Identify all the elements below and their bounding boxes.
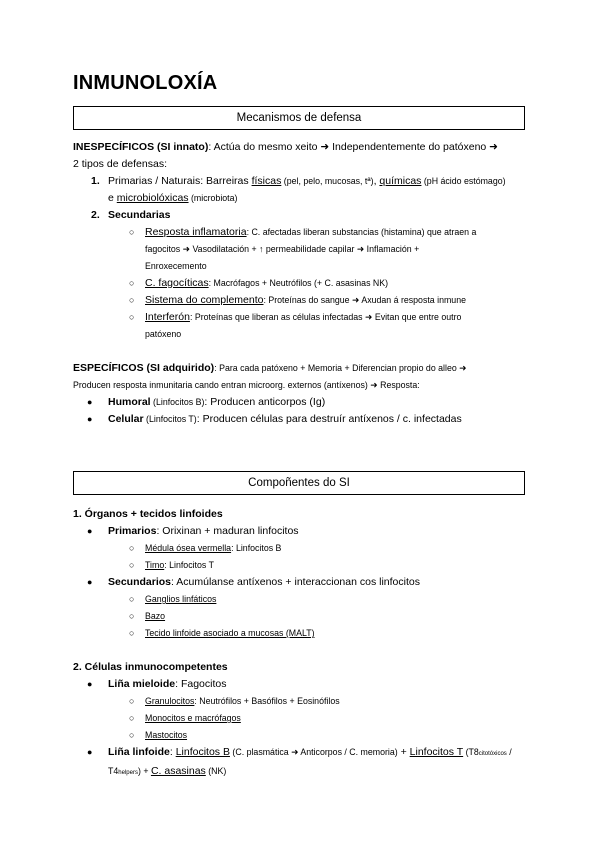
text-run: Médula ósea vermella xyxy=(145,543,232,553)
section-header-label: Mecanismos de defensa xyxy=(236,112,362,124)
text-run: Bazo xyxy=(145,611,166,621)
hollow-bullet-icon: ○ xyxy=(129,295,135,305)
text-run: C. fagocíticas xyxy=(145,277,209,289)
text-run: Liña mieloide xyxy=(108,678,176,690)
text-run: : Producen células para destruír antíxenos / c. infectadas xyxy=(196,413,462,425)
text-run: (C. plasmática ➜ Anticorpos / C. memoria) xyxy=(229,747,398,757)
list-item xyxy=(73,591,543,608)
paragraph-line xyxy=(73,659,543,676)
text-run: ) + xyxy=(137,766,151,776)
list-item xyxy=(73,540,543,557)
page-title: INMUNOLOXÍA xyxy=(73,72,218,94)
text-run: : Proteínas que liberan as células infectadas ➜ Evitan que entre outro xyxy=(189,312,462,322)
paragraph-line xyxy=(73,506,543,523)
text-run: Mastocitos xyxy=(145,730,188,740)
hollow-bullet-icon: ○ xyxy=(129,730,135,740)
text-run: (pel, pelo, mucosas, tª) xyxy=(281,176,374,186)
text-run: Monocitos e macrófagos xyxy=(145,713,241,723)
paragraph-line xyxy=(73,139,543,156)
text-run: helpers xyxy=(118,770,138,776)
text-run: : C. afectadas liberan substancias (histamina) que atraen a xyxy=(246,227,477,237)
list-item xyxy=(73,190,543,207)
spacer xyxy=(73,343,543,360)
text-run: : Acumúlanse antíxenos + interaccionan cos linfocitos xyxy=(171,576,420,588)
text-run: : Actúa do mesmo xeito ➜ Independentemente do patóxeno ➜ xyxy=(208,141,498,153)
hollow-bullet-icon: ○ xyxy=(129,696,135,706)
list-item xyxy=(73,173,543,190)
paragraph-line xyxy=(73,156,543,173)
text-run: : Proteínas do sangue ➜ Axudan á resposta inmune xyxy=(263,295,466,305)
text-run: Producen resposta inmunitaria cando entran microorg. externos (antíxenos) ➜ Resposta: xyxy=(73,380,420,390)
text-run: Interferón xyxy=(145,311,190,323)
text-run: T4 xyxy=(108,766,119,776)
text-run: Secundarios xyxy=(108,576,172,588)
text-run: : Neutrófilos + Basófilos + Eosinófilos xyxy=(194,696,340,706)
text-run: : Orixinan + maduran linfocitos xyxy=(156,525,299,537)
text-run: Primarias / Naturais xyxy=(108,175,201,187)
text-run: (NK) xyxy=(205,766,227,776)
text-run: + xyxy=(397,746,410,758)
text-run: Liña linfoide xyxy=(108,746,170,758)
text-run: citotóxicos xyxy=(478,751,507,757)
text-run: microbiolóxicas xyxy=(116,192,189,204)
hollow-bullet-icon: ○ xyxy=(129,543,135,553)
text-run: Humoral xyxy=(108,396,151,408)
list-item xyxy=(73,625,543,642)
text-run: C. asasinas xyxy=(150,765,206,777)
section-header-label: Compoñentes do SI xyxy=(248,477,350,489)
list-item xyxy=(73,241,543,258)
text-run: 1. Órganos + tecidos linfoides xyxy=(73,508,223,520)
hollow-bullet-icon: ○ xyxy=(129,560,135,570)
text-run: Secundarias xyxy=(108,209,171,221)
section-header-mecanismos xyxy=(73,106,525,130)
text-run: fagocitos ➜ Vasodilatación + ↑ permeabilidade capilar ➜ Inflamación + xyxy=(145,244,420,254)
list-item xyxy=(73,574,543,591)
text-run: (microbiota) xyxy=(188,193,238,203)
list-item xyxy=(73,224,543,241)
paragraph-line xyxy=(73,377,543,394)
text-run: : Linfocitos B xyxy=(231,543,282,553)
list-item xyxy=(73,557,543,574)
list-item xyxy=(73,207,543,224)
text-run: Linfocitos B xyxy=(175,746,230,758)
text-run: 2 tipos de defensas: xyxy=(73,158,167,170)
list-item xyxy=(73,608,543,625)
list-item xyxy=(73,258,543,275)
hollow-bullet-icon: ○ xyxy=(129,312,135,322)
text-run: , xyxy=(373,175,380,187)
hollow-bullet-icon: ○ xyxy=(129,628,135,638)
bullet-icon: ● xyxy=(87,526,93,536)
text-run: Ganglios linfáticos xyxy=(145,594,217,604)
text-run: Tecido linfoide asociado a mucosas (MALT) xyxy=(145,628,315,638)
componentes-content xyxy=(73,506,543,782)
text-run: : Fagocitos xyxy=(175,678,227,690)
list-number: 1. xyxy=(91,175,100,187)
text-run: patóxeno xyxy=(145,329,182,339)
list-item xyxy=(73,275,543,292)
list-item xyxy=(73,727,543,744)
text-run: (Linfocitos B) xyxy=(150,397,205,407)
bullet-icon: ● xyxy=(87,397,93,407)
list-item xyxy=(73,710,543,727)
text-run: Sistema do complemento xyxy=(145,294,264,306)
text-run: Granulocitos xyxy=(145,696,195,706)
list-item xyxy=(73,763,543,782)
bullet-icon: ● xyxy=(87,577,93,587)
hollow-bullet-icon: ○ xyxy=(129,611,135,621)
paragraph-line xyxy=(73,360,543,377)
hollow-bullet-icon: ○ xyxy=(129,594,135,604)
list-item xyxy=(73,676,543,693)
text-run: e xyxy=(108,192,117,204)
text-run: Resposta inflamatoria xyxy=(145,226,247,238)
hollow-bullet-icon: ○ xyxy=(129,713,135,723)
text-run: químicas xyxy=(379,175,422,187)
text-run: (T8 xyxy=(463,747,479,757)
text-run: Celular xyxy=(108,413,144,425)
hollow-bullet-icon: ○ xyxy=(129,227,135,237)
hollow-bullet-icon: ○ xyxy=(129,278,135,288)
text-run: 2. Células inmunocompetentes xyxy=(73,661,228,673)
bullet-icon: ● xyxy=(87,679,93,689)
text-run: (pH ácido estómago) xyxy=(421,176,506,186)
list-item xyxy=(73,326,543,343)
mecanismos-content xyxy=(73,139,543,428)
text-run: físicas xyxy=(251,175,282,187)
list-item xyxy=(73,693,543,710)
list-item xyxy=(73,309,543,326)
list-item xyxy=(73,523,543,540)
text-run: Timo xyxy=(145,560,165,570)
bullet-icon: ● xyxy=(87,747,93,757)
text-run: / xyxy=(506,747,512,757)
text-run: Linfocitos T xyxy=(409,746,464,758)
bullet-icon: ● xyxy=(87,414,93,424)
text-run: Enroxecemento xyxy=(145,261,207,271)
list-number: 2. xyxy=(91,209,100,221)
spacer xyxy=(73,642,543,659)
text-run: : Macrófagos + Neutrófilos (+ C. asasinas NK) xyxy=(208,278,389,288)
text-run: : Producen anticorpos (Ig) xyxy=(204,396,326,408)
list-item xyxy=(73,292,543,309)
section-header-componentes xyxy=(73,471,525,495)
text-run: Primarios xyxy=(108,525,157,537)
text-run: ESPECÍFICOS (SI adquirido) xyxy=(73,362,215,374)
text-run: INESPECÍFICOS (SI innato) xyxy=(73,141,209,153)
text-run: : Para cada patóxeno + Memoria + Diferencian propio do alleo ➜ xyxy=(214,363,467,373)
text-run: : Linfocitos T xyxy=(164,560,214,570)
list-item xyxy=(73,411,543,428)
text-run: : xyxy=(169,746,176,758)
list-item xyxy=(73,744,543,763)
text-run: (Linfocitos T) xyxy=(143,414,197,424)
text-run: : Barreiras xyxy=(200,175,252,187)
list-item xyxy=(73,394,543,411)
